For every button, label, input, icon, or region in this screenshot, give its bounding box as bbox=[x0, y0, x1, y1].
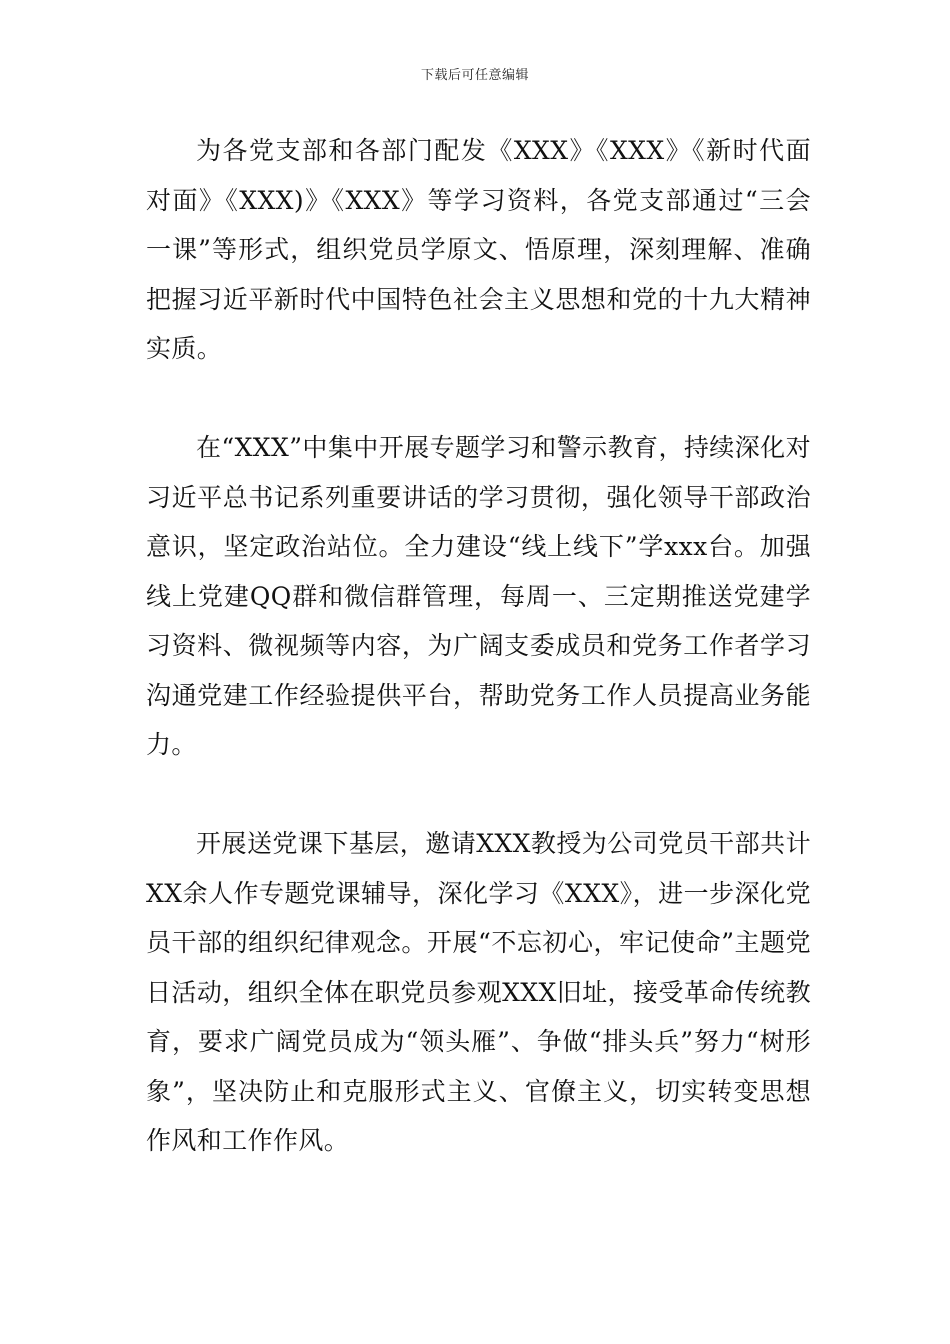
header-note: 下载后可任意编辑 bbox=[420, 68, 529, 83]
document-body bbox=[146, 126, 811, 1166]
paragraph-2: 在“XXX”中集中开展专题学习和警示教育，持续深化对习近平总书记系列重要讲话的学习贯彻，强化领导干部政治意识，坚定政治站位。全力建设“线上线下”学xxx台。加强线上党建QQ群和微信群管理，每周一、三定期推送党建学习资料、微视频等内容，为广阔支委成员和党务工作者学习沟通党建工作经验提供平台，帮助党务工作人员提高业务能力。 bbox=[146, 433, 811, 759]
paragraph-3: 开展送党课下基层，邀请XXX教授为公司党员干部共计XX余人作专题党课辅导，深化学习《XXX》，进一步深化党员干部的组织纪律观念。开展“不忘初心，牢记使命”主题党日活动，组织全体在职党员参观XXX旧址，接受革命传统教育，要求广阔党员成为“领头雁”、争做“排头兵”努力“树形象”，坚决防止和克服形式主义、官僚主义，切实转变思想作风和工作作风。 bbox=[146, 829, 811, 1155]
paragraph-1: 为各党支部和各部门配发《XXX》《XXX》《新时代面对面》《XXX)》《XXX》等学习资料，各党支部通过“三会一课”等形式，组织党员学原文、悟原理，深刻理解、准确把握习近平新时代中国特色社会主义思想和党的十九大精神实质。 bbox=[146, 136, 811, 363]
